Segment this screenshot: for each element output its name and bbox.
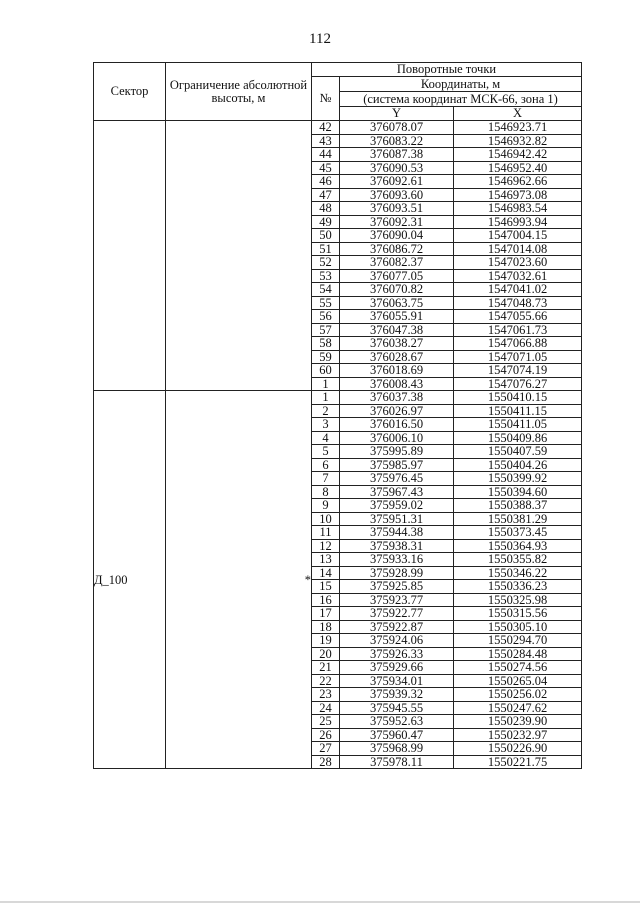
y-coordinate-cell: 375922.87 (340, 620, 454, 634)
x-coordinate-cell: 1550247.62 (454, 701, 582, 715)
point-number-cell: 52 (312, 256, 340, 270)
point-number-cell: 55 (312, 296, 340, 310)
point-number-cell: 11 (312, 526, 340, 540)
point-number-cell: 58 (312, 337, 340, 351)
x-coordinate-cell: 1547066.88 (454, 337, 582, 351)
sector-cell: Д_100 (94, 391, 166, 769)
x-coordinate-cell: 1550364.93 (454, 539, 582, 553)
x-coordinate-cell: 1547032.61 (454, 269, 582, 283)
x-coordinate-cell: 1546983.54 (454, 202, 582, 216)
point-number-cell: 1 (312, 391, 340, 405)
point-number-cell: 23 (312, 688, 340, 702)
y-coordinate-cell: 375923.77 (340, 593, 454, 607)
point-number-cell: 24 (312, 701, 340, 715)
point-number-cell: 2 (312, 404, 340, 418)
x-coordinate-cell: 1547048.73 (454, 296, 582, 310)
y-coordinate-cell: 375952.63 (340, 715, 454, 729)
turning-points-header: Поворотные точки (312, 63, 582, 77)
y-coordinate-cell: 376018.69 (340, 364, 454, 378)
x-coordinate-cell: 1550404.26 (454, 458, 582, 472)
y-coordinate-cell: 376078.07 (340, 121, 454, 135)
coordinate-system-header: (система координат МСК-66, зона 1) (340, 92, 582, 107)
y-coordinate-cell: 376055.91 (340, 310, 454, 324)
y-coordinate-cell: 376047.38 (340, 323, 454, 337)
x-coordinate-cell: 1550388.37 (454, 499, 582, 513)
y-coordinate-cell: 376037.38 (340, 391, 454, 405)
point-number-cell: 15 (312, 580, 340, 594)
y-coordinate-cell: 376006.10 (340, 431, 454, 445)
y-coordinate-cell: 375951.31 (340, 512, 454, 526)
y-coordinate-cell: 376008.43 (340, 377, 454, 391)
y-coordinate-cell: 376063.75 (340, 296, 454, 310)
x-coordinate-cell: 1550394.60 (454, 485, 582, 499)
y-coordinate-cell: 376038.27 (340, 337, 454, 351)
y-coordinate-cell: 375938.31 (340, 539, 454, 553)
y-coordinate-cell: 376087.38 (340, 148, 454, 162)
y-coordinate-cell: 375960.47 (340, 728, 454, 742)
y-coordinate-cell: 376016.50 (340, 418, 454, 432)
point-number-cell: 48 (312, 202, 340, 216)
y-coordinate-cell: 375968.99 (340, 742, 454, 756)
y-coordinate-cell: 375985.97 (340, 458, 454, 472)
point-number-cell: 9 (312, 499, 340, 513)
table-body (94, 121, 582, 769)
y-coordinate-cell: 376086.72 (340, 242, 454, 256)
point-number-cell: 19 (312, 634, 340, 648)
y-coordinate-cell: 376083.22 (340, 134, 454, 148)
x-coordinate-cell: 1547074.19 (454, 364, 582, 378)
point-number-cell: 8 (312, 485, 340, 499)
x-coordinate-cell: 1550336.23 (454, 580, 582, 594)
point-number-cell: 56 (312, 310, 340, 324)
y-coordinate-cell: 375945.55 (340, 701, 454, 715)
point-number-cell: 42 (312, 121, 340, 135)
y-coordinate-cell: 375924.06 (340, 634, 454, 648)
x-coordinate-cell: 1550239.90 (454, 715, 582, 729)
point-number-cell: 10 (312, 512, 340, 526)
height-limit-cell: * (166, 391, 312, 769)
y-coordinate-cell: 375944.38 (340, 526, 454, 540)
point-number-cell: 51 (312, 242, 340, 256)
point-number-cell: 47 (312, 188, 340, 202)
y-coordinate-cell: 376093.51 (340, 202, 454, 216)
x-coordinate-cell: 1550315.56 (454, 607, 582, 621)
y-coordinate-cell: 376028.67 (340, 350, 454, 364)
y-coordinate-cell: 376090.53 (340, 161, 454, 175)
point-number-cell: 45 (312, 161, 340, 175)
x-coordinate-cell: 1547014.08 (454, 242, 582, 256)
y-coordinate-cell: 375922.77 (340, 607, 454, 621)
point-number-header: № (312, 77, 340, 121)
point-number-cell: 28 (312, 755, 340, 769)
x-coordinate-cell: 1550284.48 (454, 647, 582, 661)
x-coordinate-cell: 1546952.40 (454, 161, 582, 175)
point-number-cell: 43 (312, 134, 340, 148)
y-coordinate-cell: 375967.43 (340, 485, 454, 499)
point-number-cell: 17 (312, 607, 340, 621)
point-number-cell: 6 (312, 458, 340, 472)
sector-cell (94, 121, 166, 391)
point-number-cell: 7 (312, 472, 340, 486)
x-column-header: X (454, 107, 582, 121)
x-coordinate-cell: 1550325.98 (454, 593, 582, 607)
y-coordinate-cell: 376077.05 (340, 269, 454, 283)
y-coordinate-cell: 375926.33 (340, 647, 454, 661)
y-coordinate-cell: 375933.16 (340, 553, 454, 567)
table-row (94, 391, 582, 405)
point-number-cell: 59 (312, 350, 340, 364)
y-coordinate-cell: 375959.02 (340, 499, 454, 513)
x-coordinate-cell: 1550232.97 (454, 728, 582, 742)
point-number-cell: 60 (312, 364, 340, 378)
y-column-header: Y (340, 107, 454, 121)
x-coordinate-cell: 1550221.75 (454, 755, 582, 769)
point-number-cell: 18 (312, 620, 340, 634)
point-number-cell: 22 (312, 674, 340, 688)
x-coordinate-cell: 1547055.66 (454, 310, 582, 324)
x-coordinate-cell: 1550381.29 (454, 512, 582, 526)
y-coordinate-cell: 376093.60 (340, 188, 454, 202)
x-coordinate-cell: 1546923.71 (454, 121, 582, 135)
x-coordinate-cell: 1546942.42 (454, 148, 582, 162)
point-number-cell: 14 (312, 566, 340, 580)
x-coordinate-cell: 1546973.08 (454, 188, 582, 202)
scan-edge-line (0, 901, 640, 903)
x-coordinate-cell: 1550294.70 (454, 634, 582, 648)
point-number-cell: 21 (312, 661, 340, 675)
y-coordinate-cell: 376090.04 (340, 229, 454, 243)
y-coordinate-cell: 375978.11 (340, 755, 454, 769)
point-number-cell: 4 (312, 431, 340, 445)
point-number-cell: 25 (312, 715, 340, 729)
y-coordinate-cell: 375925.85 (340, 580, 454, 594)
point-number-cell: 44 (312, 148, 340, 162)
sector-header: Сектор (94, 63, 166, 121)
point-number-cell: 20 (312, 647, 340, 661)
coordinates-header: Координаты, м (340, 77, 582, 92)
x-coordinate-cell: 1547004.15 (454, 229, 582, 243)
table-row (94, 121, 582, 135)
x-coordinate-cell: 1550373.45 (454, 526, 582, 540)
point-number-cell: 50 (312, 229, 340, 243)
x-coordinate-cell: 1547023.60 (454, 256, 582, 270)
point-number-cell: 1 (312, 377, 340, 391)
point-number-cell: 26 (312, 728, 340, 742)
x-coordinate-cell: 1550305.10 (454, 620, 582, 634)
x-coordinate-cell: 1550256.02 (454, 688, 582, 702)
x-coordinate-cell: 1547071.05 (454, 350, 582, 364)
coordinates-table (93, 62, 582, 769)
x-coordinate-cell: 1550274.56 (454, 661, 582, 675)
point-number-cell: 54 (312, 283, 340, 297)
x-coordinate-cell: 1550399.92 (454, 472, 582, 486)
x-coordinate-cell: 1550411.15 (454, 404, 582, 418)
y-coordinate-cell: 376092.31 (340, 215, 454, 229)
x-coordinate-cell: 1550226.90 (454, 742, 582, 756)
y-coordinate-cell: 376026.97 (340, 404, 454, 418)
x-coordinate-cell: 1547076.27 (454, 377, 582, 391)
x-coordinate-cell: 1550355.82 (454, 553, 582, 567)
x-coordinate-cell: 1550411.05 (454, 418, 582, 432)
y-coordinate-cell: 376092.61 (340, 175, 454, 189)
x-coordinate-cell: 1550265.04 (454, 674, 582, 688)
point-number-cell: 5 (312, 445, 340, 459)
y-coordinate-cell: 375934.01 (340, 674, 454, 688)
point-number-cell: 3 (312, 418, 340, 432)
x-coordinate-cell: 1546932.82 (454, 134, 582, 148)
page-number: 112 (309, 31, 331, 47)
x-coordinate-cell: 1550407.59 (454, 445, 582, 459)
y-coordinate-cell: 375929.66 (340, 661, 454, 675)
y-coordinate-cell: 376070.82 (340, 283, 454, 297)
point-number-cell: 49 (312, 215, 340, 229)
point-number-cell: 57 (312, 323, 340, 337)
point-number-cell: 16 (312, 593, 340, 607)
y-coordinate-cell: 375928.99 (340, 566, 454, 580)
point-number-cell: 53 (312, 269, 340, 283)
y-coordinate-cell: 375976.45 (340, 472, 454, 486)
height-limit-header: Ограничение абсолютной высоты, м (166, 63, 312, 121)
x-coordinate-cell: 1547061.73 (454, 323, 582, 337)
point-number-cell: 46 (312, 175, 340, 189)
x-coordinate-cell: 1550410.15 (454, 391, 582, 405)
point-number-cell: 27 (312, 742, 340, 756)
table-header (94, 63, 582, 121)
y-coordinate-cell: 375995.89 (340, 445, 454, 459)
x-coordinate-cell: 1547041.02 (454, 283, 582, 297)
x-coordinate-cell: 1550409.86 (454, 431, 582, 445)
x-coordinate-cell: 1546993.94 (454, 215, 582, 229)
y-coordinate-cell: 376082.37 (340, 256, 454, 270)
point-number-cell: 13 (312, 553, 340, 567)
point-number-cell: 12 (312, 539, 340, 553)
height-limit-cell (166, 121, 312, 391)
y-coordinate-cell: 375939.32 (340, 688, 454, 702)
x-coordinate-cell: 1550346.22 (454, 566, 582, 580)
x-coordinate-cell: 1546962.66 (454, 175, 582, 189)
